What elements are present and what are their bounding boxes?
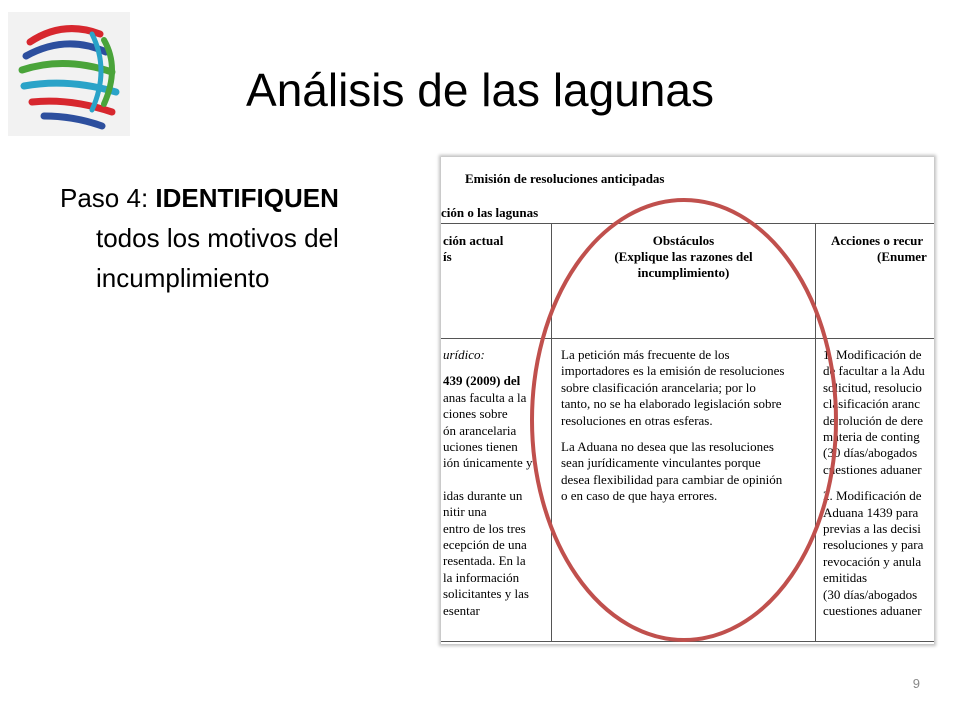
document-subheading: ción o las lagunas bbox=[441, 205, 539, 220]
table-column-divider-2 bbox=[815, 223, 816, 642]
table-column-divider-1 bbox=[551, 223, 552, 642]
obstacles-cell bbox=[561, 347, 813, 515]
document-heading: Emisión de resoluciones anticipadas bbox=[465, 171, 665, 186]
obstacles-paragraph-2: La Aduana no desea que las resoluciones sean jurídicamente vinculantes porque desea flexibilidad para cambiar de opinión o en caso de que haya errores. bbox=[561, 439, 783, 504]
table-top-border bbox=[441, 223, 934, 224]
step-line-2: todos los motivos del bbox=[96, 223, 339, 253]
column-header-actions: Acciones o recur (Enumer bbox=[831, 233, 927, 264]
step-prefix: Paso 4: bbox=[60, 183, 156, 213]
page-number: 9 bbox=[912, 676, 920, 691]
column-header-obstacles: Obstáculos (Explique las razones del incumplimiento) bbox=[614, 233, 753, 280]
document-excerpt bbox=[441, 157, 934, 644]
actions-cell: 1. Modificación de de facultar a la Adu solicitud, resolucio clasificación aranc de rolución de dere materia de conting (30 días/abogados cuestiones aduaner 2. Modificación de Aduana 1439 para previas a las decisi resoluciones y para revocación y anula emitidas (30 días/abogados cuestiones aduaner bbox=[823, 347, 925, 619]
step-text bbox=[60, 178, 430, 298]
obstacles-paragraph-1: La petición más frecuente de los importadores es la emisión de resoluciones sobre clasificación arancelaria; por lo tanto, no se ha elaborado legislación sobre resoluciones en otras esferas. bbox=[561, 347, 785, 428]
step-line-3: incumplimiento bbox=[96, 263, 270, 293]
slide-title: Análisis de las lagunas bbox=[246, 64, 714, 116]
table-bottom-border bbox=[441, 641, 934, 642]
step-emphasis: IDENTIFIQUEN bbox=[155, 183, 339, 213]
table-header-border bbox=[441, 338, 934, 339]
situation-cell: urídico: 439 (2009) del anas faculta a la ciones sobre ón arancelaria uciones tienen ión únicamente y idas durante un nitir una entro de los tres ecepción de una resentada. En la la información solicitantes y las esentar bbox=[443, 347, 533, 618]
column-header-situation: ción actual ís bbox=[443, 233, 504, 264]
